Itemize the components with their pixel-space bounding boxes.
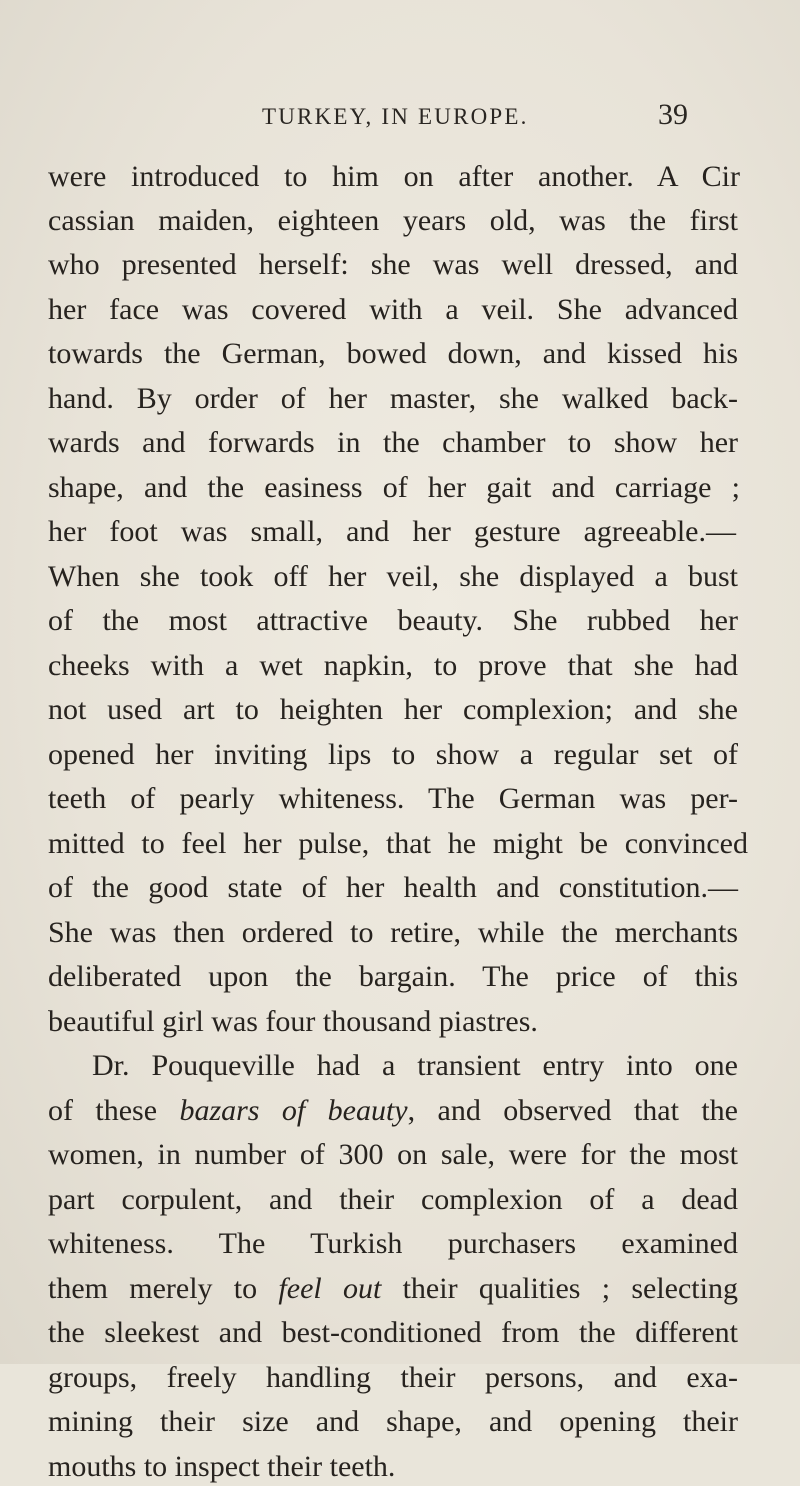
text-line: cheeks with a wet napkin, to prove that she had	[48, 649, 738, 682]
running-head	[0, 98, 800, 144]
running-title: TURKEY, IN EUROPE.	[262, 104, 529, 129]
text-line: her foot was small, and her gesture agreeable.—	[48, 515, 736, 548]
text-line: whiteness. The Turkish purchasers examined	[48, 1227, 738, 1260]
text-line: of the good state of her health and constitution.—	[48, 871, 738, 904]
text-line: who presented herself: she was well dressed, and	[48, 248, 738, 281]
text-line: When she took off her veil, she displayed a bust	[48, 560, 738, 593]
text-line: her face was covered with a veil. She advanced	[48, 293, 738, 326]
text-line: opened her inviting lips to show a regular set of	[48, 738, 738, 771]
text-line: were introduced to him on after another. A Cir	[48, 160, 740, 193]
text-line: wards and forwards in the chamber to show her	[48, 426, 738, 459]
text-line: mitted to feel her pulse, that he might be convinced	[48, 827, 748, 860]
text-line: women, in number of 300 on sale, were for the most	[48, 1138, 738, 1171]
text-line: towards the German, bowed down, and kissed his	[48, 337, 738, 370]
text-line: beautiful girl was four thousand piastres.	[48, 1005, 538, 1038]
text-line: mining their size and shape, and opening their	[48, 1405, 738, 1438]
text-line: mouths to inspect their teeth.	[48, 1450, 396, 1483]
text-line: part corpulent, and their complexion of a dead	[48, 1183, 738, 1216]
page-number: 39	[658, 98, 688, 131]
text-line: hand. By order of her master, she walked back-	[48, 382, 738, 415]
text-line: cassian maiden, eighteen years old, was the first	[48, 204, 738, 237]
text-line: Dr. Pouqueville had a transient entry into one	[92, 1049, 738, 1082]
text-line: shape, and the easiness of her gait and carriage ;	[48, 471, 740, 504]
text-line: the sleekest and best-conditioned from the different	[48, 1316, 738, 1349]
text-line: of the most attractive beauty. She rubbed her	[48, 604, 738, 637]
text-line: groups, freely handling their persons, and exa-	[48, 1361, 738, 1394]
text-line: teeth of pearly whiteness. The German was per-	[48, 782, 738, 815]
text-line: She was then ordered to retire, while the merchants	[48, 916, 738, 949]
text-line: of these bazars of beauty, and observed that the	[48, 1094, 738, 1127]
text-line: deliberated upon the bargain. The price of this	[48, 960, 738, 993]
text-line: not used art to heighten her complexion; and she	[48, 693, 738, 726]
text-line: them merely to feel out their qualities ; selecting	[48, 1272, 738, 1305]
